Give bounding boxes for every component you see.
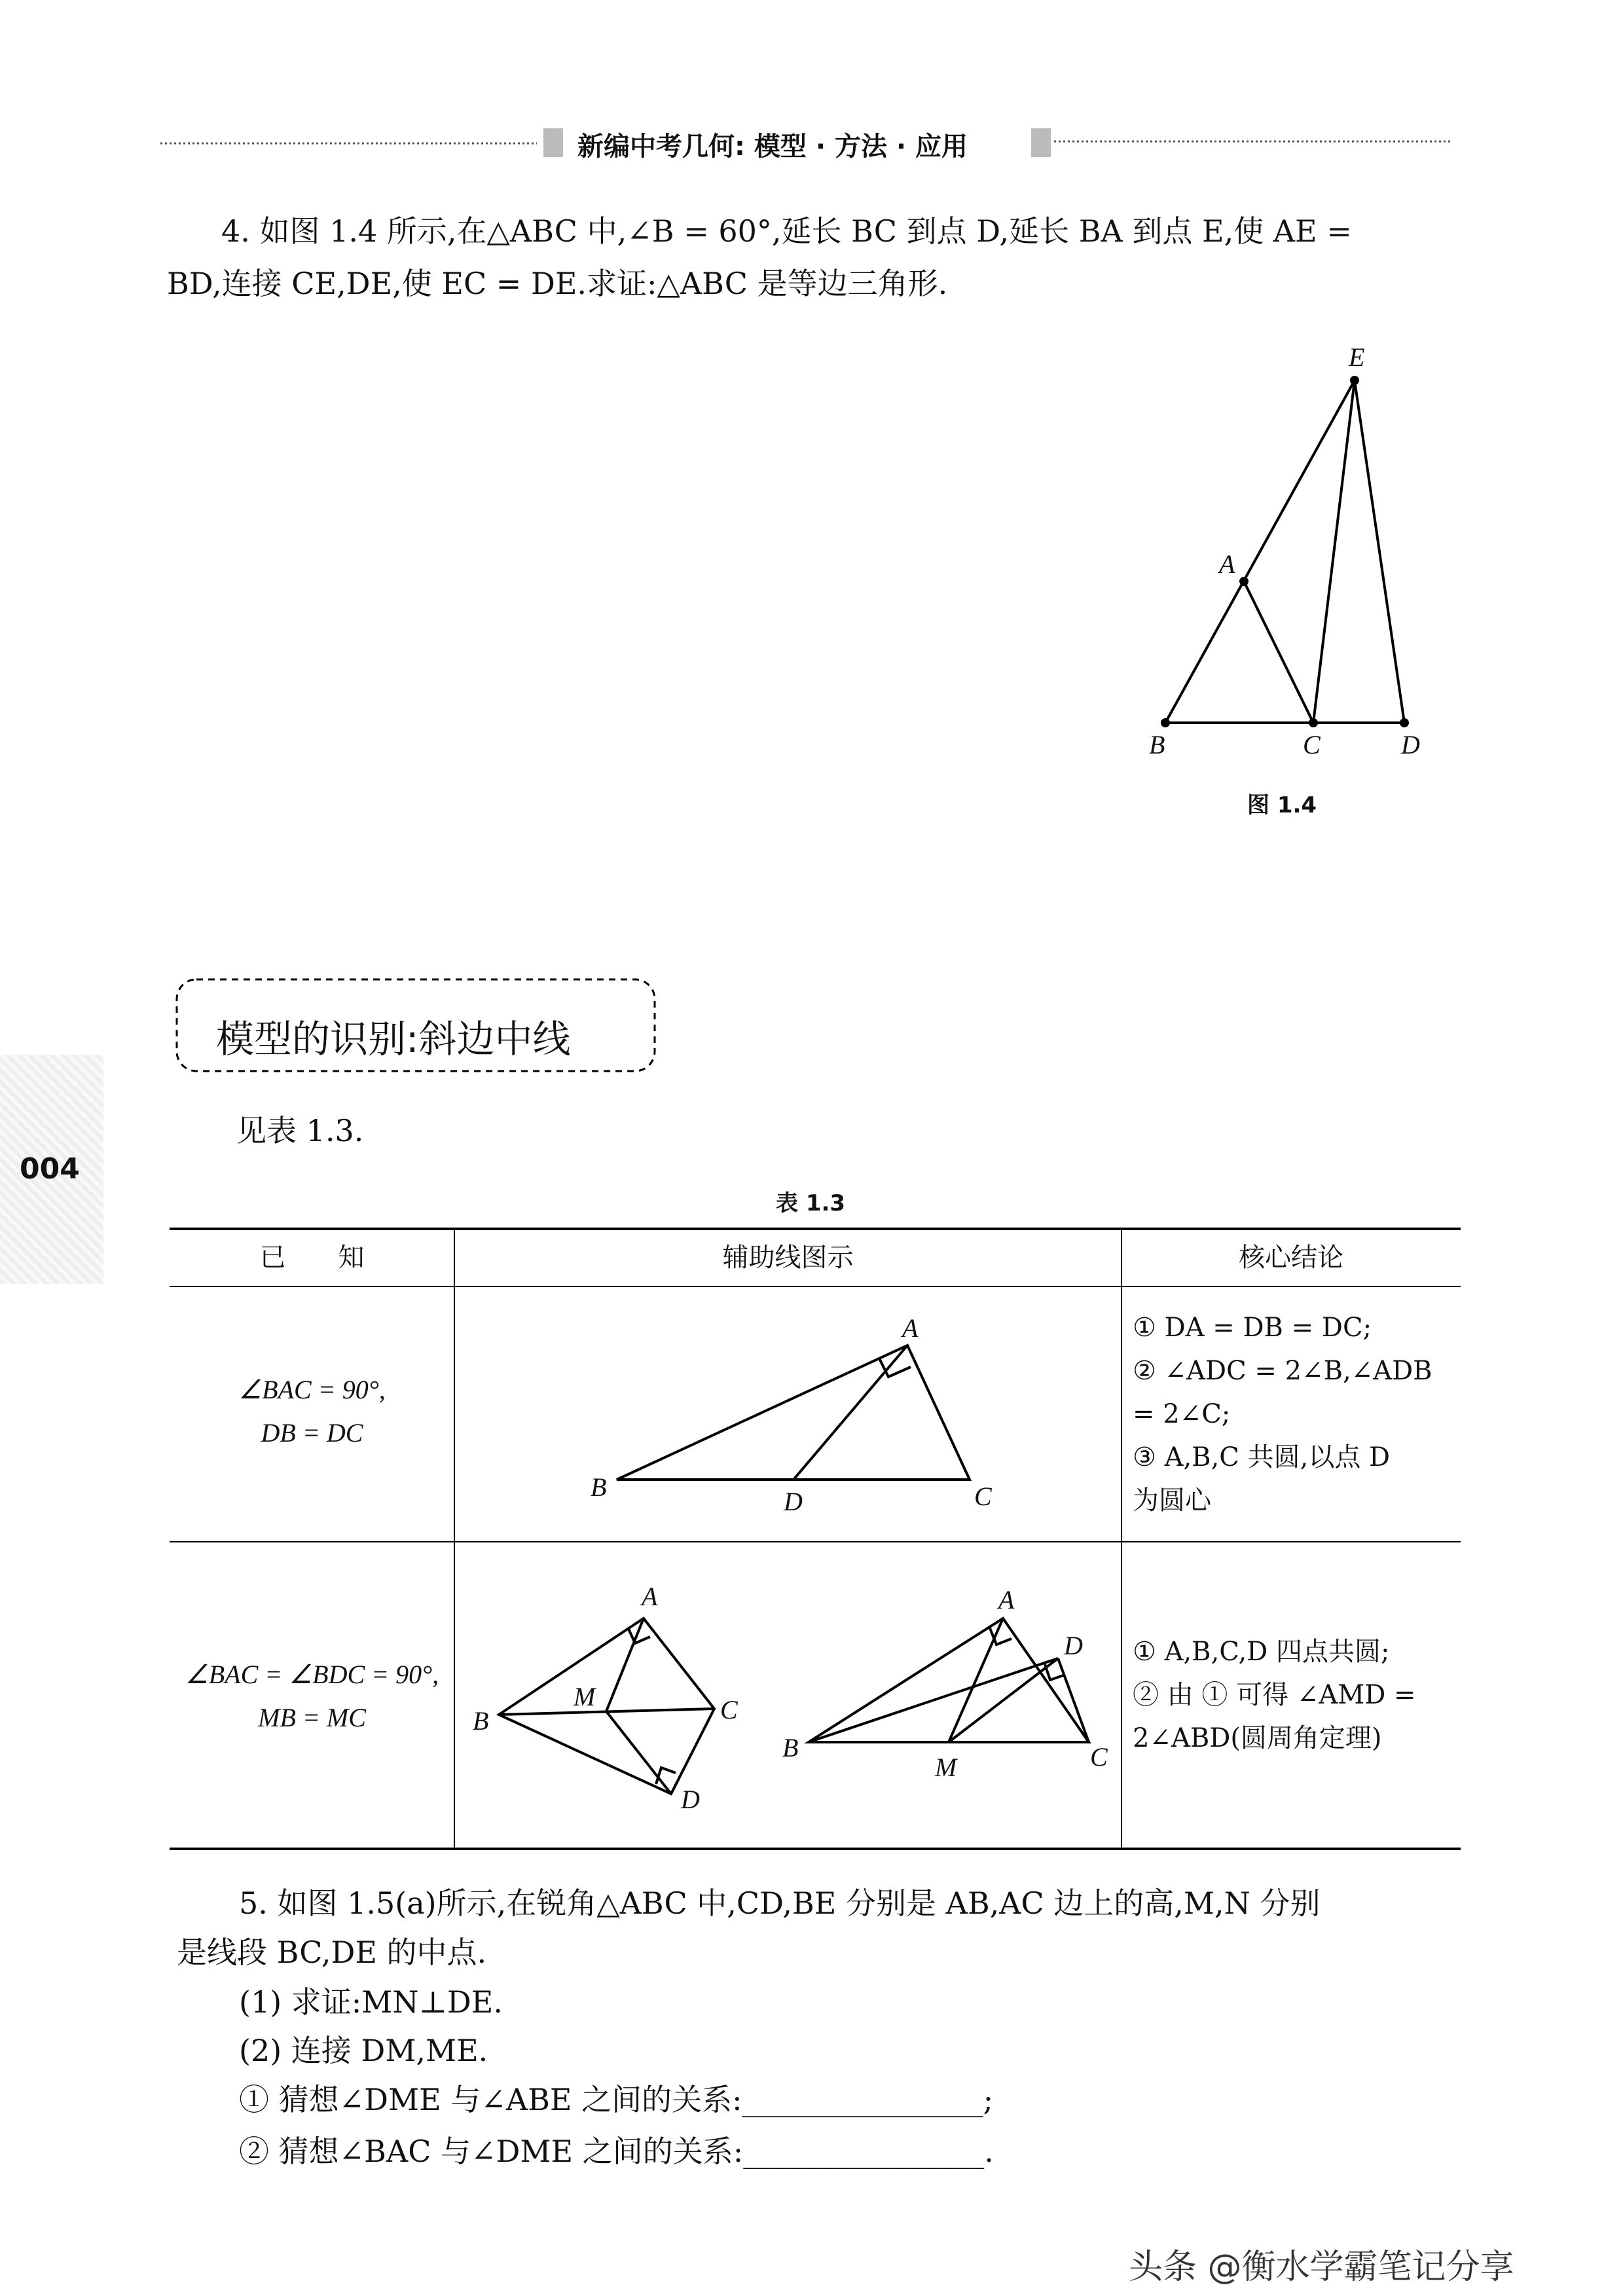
table-row2-figure-left — [499, 1618, 714, 1794]
row2-left-label-c: C — [720, 1695, 738, 1724]
problem5-part2-q1: ① 猜想∠DME 与∠ABE 之间的关系:________________; — [239, 2082, 994, 2117]
row2-left-label-b: B — [473, 1706, 489, 1736]
row1-label-c: C — [974, 1482, 992, 1511]
problem4-line1: 4. 如图 1.4 所示,在△ABC 中,∠B = 60°,延长 BC 到点 D,延长 BA 到点 E,使 AE = — [221, 213, 1352, 249]
row1-label-b: B — [591, 1472, 607, 1502]
table-header-given: 已 知 — [259, 1243, 365, 1273]
conclusion-line: 为圆心 — [1133, 1485, 1211, 1516]
table-caption: 表 1.3 — [776, 1190, 846, 1216]
row2-right-label-m: M — [935, 1753, 957, 1782]
header-ornament-left — [543, 128, 563, 157]
row2-right-label-b: B — [782, 1733, 799, 1762]
header-ornament-right — [1031, 128, 1051, 157]
table-row2-figure-right — [809, 1618, 1089, 1742]
page-number: 004 — [20, 1152, 80, 1186]
row1-given-line: ∠BAC = 90°, — [238, 1375, 386, 1404]
section-title: 模型的识别:斜边中线 — [216, 1017, 571, 1061]
conclusion-line: ① A,B,C,D 四点共圆; — [1133, 1637, 1390, 1667]
conclusion-line: = 2∠C; — [1133, 1399, 1231, 1429]
fig14-label-c: C — [1303, 730, 1321, 759]
row2-left-label-m: M — [574, 1682, 596, 1711]
problem5-part2-q2: ② 猜想∠BAC 与∠DME 之间的关系:________________. — [239, 2134, 994, 2169]
figure-1-4-points — [1161, 376, 1409, 727]
conclusion-line: 2∠ABD(圆周角定理) — [1133, 1723, 1382, 1753]
conclusion-line: ① DA = DB = DC; — [1133, 1313, 1372, 1343]
problem4-line2: BD,连接 CE,DE,使 EC = DE.求证:△ABC 是等边三角形. — [167, 266, 948, 301]
row2-left-label-d: D — [681, 1785, 700, 1814]
section-intro: 见表 1.3. — [236, 1113, 364, 1148]
watermark: 头条 @衡水学霸笔记分享 — [1129, 2248, 1514, 2287]
row2-given-line: MB = MC — [258, 1703, 366, 1732]
row2-right-label-d: D — [1064, 1631, 1083, 1660]
problem5-part1: (1) 求证:MN⊥DE. — [239, 1984, 503, 2020]
fig14-label-e: E — [1349, 342, 1365, 372]
figure-1-4-caption: 图 1.4 — [1247, 792, 1317, 818]
row2-right-label-c: C — [1090, 1742, 1108, 1772]
table-header-figure: 辅助线图示 — [722, 1243, 854, 1273]
conclusion-line: ③ A,B,C 共圆,以点 D — [1133, 1442, 1391, 1472]
table-row1-figure — [617, 1345, 970, 1480]
row1-label-a: A — [902, 1313, 919, 1343]
running-header-title: 新编中考几何: 模型 · 方法 · 应用 — [577, 132, 968, 162]
row2-left-label-a: A — [642, 1582, 658, 1611]
figure-1-4 — [1165, 380, 1404, 723]
row2-conclusions — [1133, 1630, 1416, 1760]
table-header-conclusion: 核心结论 — [1239, 1243, 1343, 1273]
problem5-line2: 是线段 BC,DE 的中点. — [177, 1935, 487, 1970]
problem5-part2: (2) 连接 DM,ME. — [239, 2033, 488, 2068]
conclusion-line: ② ∠ADC = 2∠B,∠ADB — [1133, 1356, 1432, 1386]
problem5-line1: 5. 如图 1.5(a)所示,在锐角△ABC 中,CD,BE 分别是 AB,AC 边上的高,M,N 分别 — [239, 1886, 1321, 1921]
row1-given-line: DB = DC — [261, 1418, 363, 1448]
row1-label-d: D — [784, 1487, 803, 1516]
row2-right-label-a: A — [998, 1585, 1015, 1614]
row2-given-line: ∠BAC = ∠BDC = 90°, — [185, 1660, 439, 1689]
row1-given — [170, 1368, 454, 1455]
conclusion-line: ② 由 ① 可得 ∠AMD = — [1133, 1680, 1416, 1710]
fig14-label-d: D — [1401, 730, 1420, 759]
row2-given — [170, 1653, 454, 1740]
fig14-label-a: A — [1219, 549, 1235, 579]
fig14-label-b: B — [1149, 730, 1165, 759]
row1-conclusions — [1133, 1306, 1432, 1522]
